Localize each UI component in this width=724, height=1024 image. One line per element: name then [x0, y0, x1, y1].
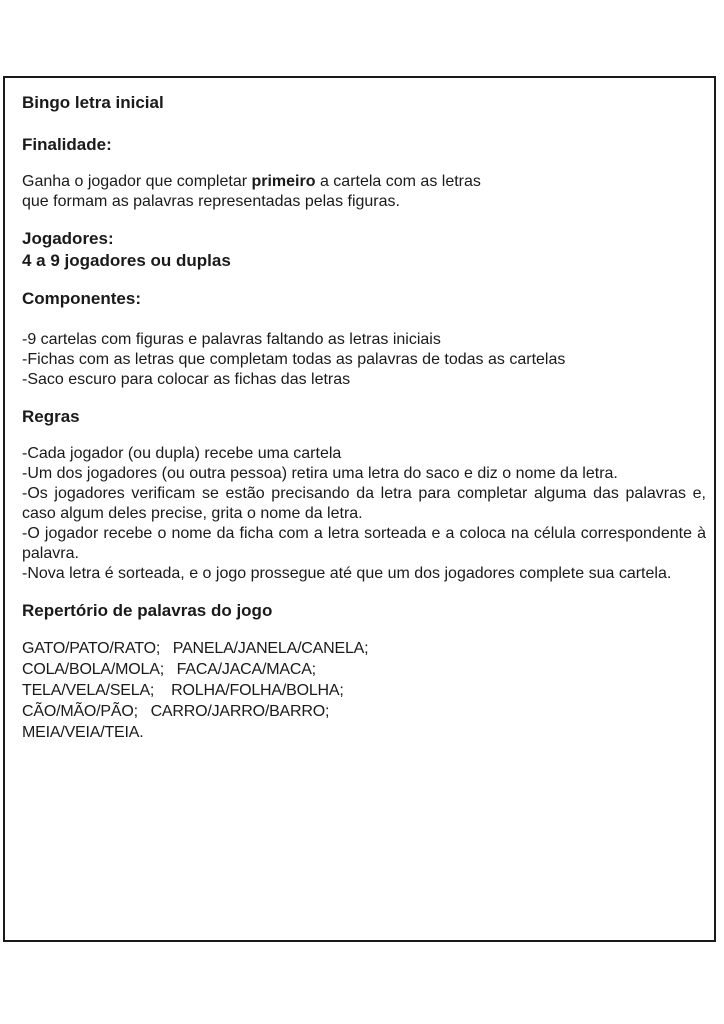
finalidade-emphasis: primeiro — [251, 173, 316, 190]
repertorio-line: CÃO/MÃO/PÃO; CARRO/JARRO/BARRO; — [22, 703, 330, 720]
finalidade-heading: Finalidade: — [22, 135, 112, 154]
componentes-item: -9 cartelas com figuras e palavras faltando as letras iniciais — [22, 331, 441, 348]
finalidade-text-end: a cartela com as letras — [315, 173, 481, 190]
regras-item: -Um dos jogadores (ou outra pessoa) retira uma letra do saco e diz o nome da letra. — [22, 465, 618, 482]
repertorio-line: TELA/VELA/SELA; ROLHA/FOLHA/BOLHA; — [22, 682, 344, 699]
finalidade-text-line2: que formam as palavras representadas pelas figuras. — [22, 193, 400, 210]
regras-item: -Nova letra é sorteada, e o jogo prossegue até que um dos jogadores complete sua cartela. — [22, 565, 672, 582]
componentes-item: -Saco escuro para colocar as fichas das letras — [22, 371, 351, 388]
regras-item: -Cada jogador (ou dupla) recebe uma cartela — [22, 445, 342, 462]
repertorio-heading: Repertório de palavras do jogo — [22, 601, 273, 620]
finalidade-text-start: Ganha o jogador que completar — [22, 173, 252, 190]
regras-heading: Regras — [22, 407, 80, 426]
componentes-heading: Componentes: — [22, 289, 141, 308]
document-frame — [3, 76, 716, 942]
finalidade-text — [22, 172, 706, 212]
document-content — [22, 92, 706, 743]
componentes-item: -Fichas com as letras que completam todas as palavras de todas as cartelas — [22, 351, 566, 368]
repertorio-line: COLA/BOLA/MOLA; FACA/JACA/MACA; — [22, 661, 316, 678]
repertorio-line: GATO/PATO/RATO; PANELA/JANELA/CANELA; — [22, 640, 369, 657]
repertorio-line: MEIA/VEIA/TEIA. — [22, 724, 144, 741]
regras-item: -O jogador recebe o nome da ficha com a letra sorteada e a coloca na célula correspondente à palavra. — [22, 525, 706, 562]
document-title: Bingo letra inicial — [22, 93, 164, 112]
regras-item: -Os jogadores verificam se estão precisando da letra para completar alguma das palavras e, caso algum deles precise, grita o nome da letra. — [22, 485, 706, 522]
jogadores-heading: Jogadores: — [22, 229, 114, 248]
jogadores-value: 4 a 9 jogadores ou duplas — [22, 251, 231, 270]
